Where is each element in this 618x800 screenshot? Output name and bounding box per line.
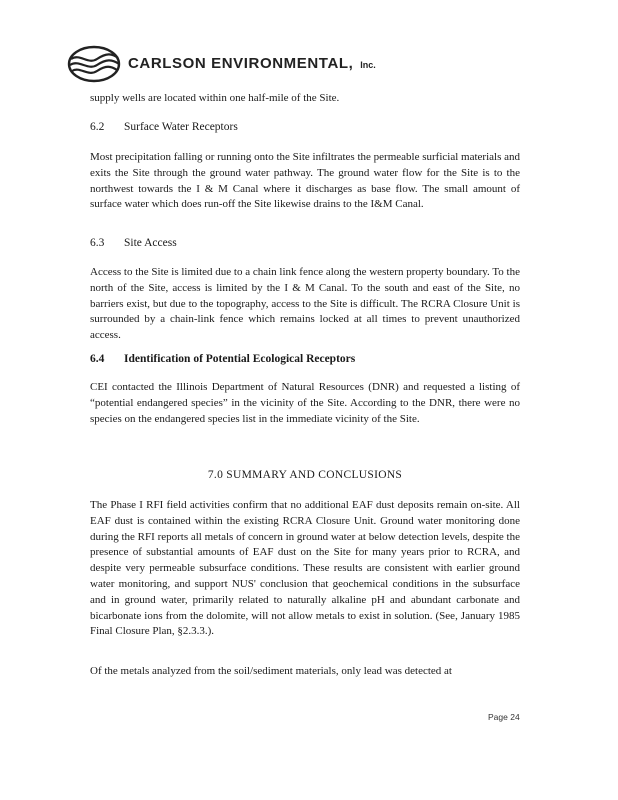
- section-heading-6-3: [90, 237, 177, 249]
- summary-heading: 7.0 SUMMARY AND CONCLUSIONS: [207, 469, 403, 481]
- company-name: [128, 55, 376, 72]
- page-number: Page 24: [488, 712, 520, 722]
- carlson-globe-logo-icon: [66, 44, 122, 84]
- company-suffix: Inc.: [360, 60, 376, 70]
- section-title: Identification of Potential Ecological Receptors: [124, 353, 356, 365]
- section-number: 6.2: [90, 121, 105, 133]
- section-title: Surface Water Receptors: [124, 121, 238, 133]
- section-body-6-4: CEI contacted the Illinois Department of Natural Resources (DNR) and requested a listing of “potential endangered species” in the vicinity of the Site. According to the DNR, there were no species on the endangered species list in the immediate vicinity of the Site.: [90, 381, 520, 425]
- section-body-6-2: Most precipitation falling or running onto the Site infiltrates the permeable surficial materials and exits the Site through the ground water pathway. The ground water flow for the Site is to the northwest towards the I & M Canal where it discharges as base flow. The small amount of surface water which does run-off the Site likewise drains to the I&M Canal.: [90, 151, 520, 211]
- section-number: 6.3: [90, 237, 105, 249]
- section-body-6-3: Access to the Site is limited due to a chain link fence along the western property boundary. To the north of the Site, access is limited by the I & M Canal. To the south and east of the Site, no barriers exist, but due to the topography, access to the Site is difficult. The RCRA Closure Unit is surrounded by a chain-link fence which remains locked at all times to prevent unauthorized access.: [90, 266, 520, 342]
- summary-paragraph-2: Of the metals analyzed from the soil/sediment materials, only lead was detected at: [90, 665, 452, 677]
- section-heading-6-2: [90, 121, 238, 133]
- section-number: 6.4: [90, 353, 105, 365]
- section-heading-6-4: [90, 353, 355, 365]
- company-name-main: CARLSON ENVIRONMENTAL,: [128, 55, 354, 72]
- section-title: Site Access: [124, 237, 177, 249]
- continuation-text: supply wells are located within one half-mile of the Site.: [90, 92, 340, 104]
- summary-paragraph-1: The Phase I RFI field activities confirm that no additional EAF dust deposits remain on-site. All EAF dust is contained within the existing RCRA Closure Unit. Ground water monitoring done during the RFI reports all metals of concern in ground water at below detection levels, despite the presence of substantial amounts of EAF dust on the Site for many years prior to RCRA, and despite very permeable subsurface conditions. These results are consistent with earlier ground water monitoring, and support NUS' conclusion that geochemical conditions in the subsurface and in ground water, primarily related to naturally alkaline pH and abundant carbonate and bicarbonate ions from the dolomite, will not allow metals to exist in solution. (See, January 1985 Final Closure Plan, §2.3.3.).: [90, 499, 520, 638]
